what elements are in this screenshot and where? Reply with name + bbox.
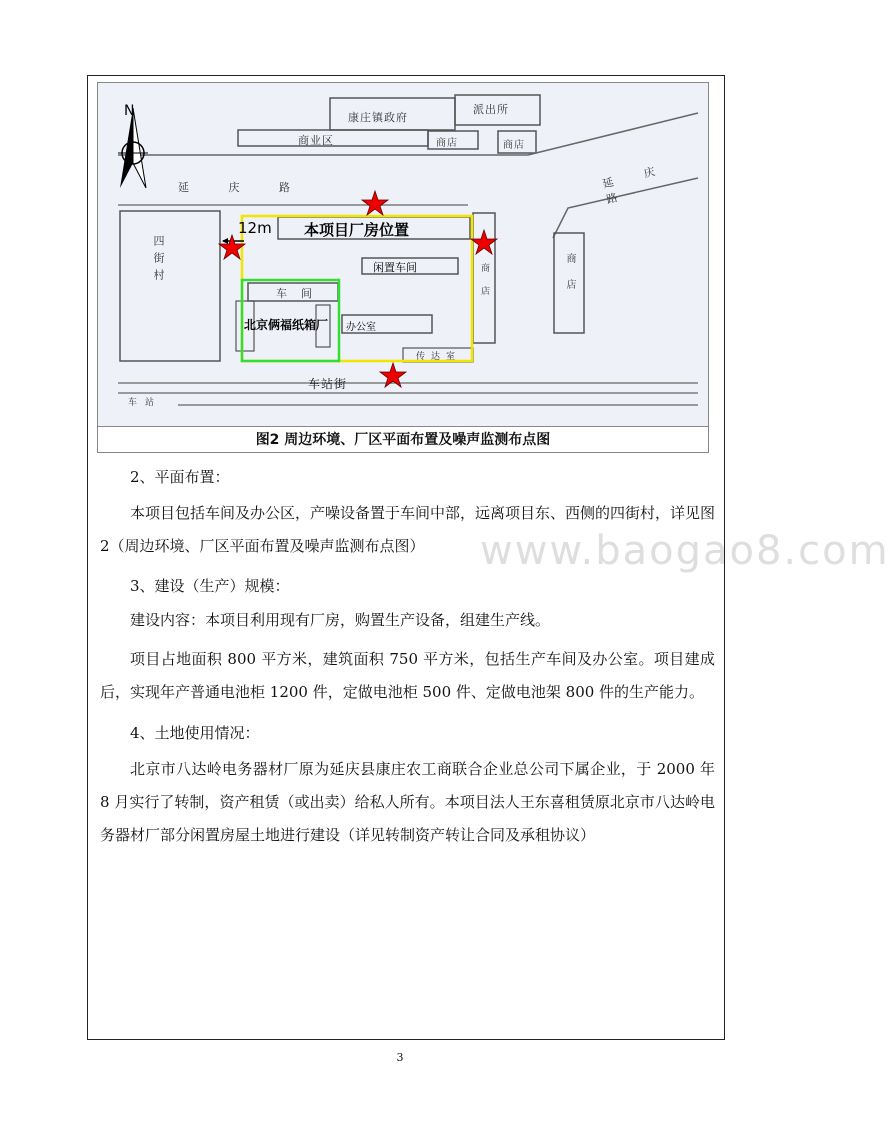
road-right-label: 延 庆 路 <box>601 161 670 207</box>
project-site-label: 本项目厂房位置 <box>304 221 410 239</box>
page-number: 3 <box>396 1051 404 1064</box>
section3-heading: 3、建设（生产）规模： <box>130 577 290 595</box>
section4-body: 北京市八达岭电务器材厂原为延庆县康庄农工商联合企业总公司下属企业，于 2000 年 8 月实行了转制，资产租赁（或出卖）给私人所有。本项目法人王东喜租赁原北京市八达岭电务器材厂部分闲置房屋土地进行建设（详见转制资产转让合同及承租协议） <box>100 760 715 844</box>
road-left-label: 延 庆 路 <box>178 181 308 194</box>
section3-line1: 建设内容：本项目利用现有厂房，购置生产设备，组建生产线。 <box>130 611 551 629</box>
section2-heading: 2、平面布置： <box>130 468 230 486</box>
watermark: www.baogao8.com <box>480 528 890 574</box>
monitor-star-east <box>471 230 497 254</box>
station-street-label: 车站街 <box>308 377 348 391</box>
section3-line2: 项目占地面积 800 平方米，建筑面积 750 平方米，包括生产车间及办公室。项目建成后，实现年产普通电池柜 1200 件，定做电池柜 500 件、定做电池架 800 件的生产能力。 <box>100 650 715 701</box>
distance-label: 12m <box>238 219 272 237</box>
shop-right-small-label: 商店 <box>479 263 489 309</box>
police-label: 派出所 <box>473 103 509 116</box>
workshop-label: 车间 <box>276 287 326 300</box>
sijie-village-label: 四街村 <box>152 235 165 286</box>
north-label: N <box>124 103 135 119</box>
gate-label: 传达室 <box>416 352 462 362</box>
idle-workshop-label: 闲置车间 <box>373 261 417 274</box>
shop2-label: 商店 <box>503 140 525 151</box>
station-label: 车站 <box>128 398 163 408</box>
monitor-star-north <box>362 191 388 215</box>
figure-caption: 图2 周边环境、厂区平面布置及噪声监测布点图 <box>97 427 709 453</box>
town-gov-label: 康庄镇政府 <box>348 111 408 124</box>
shop1-label: 商店 <box>436 138 458 149</box>
business-zone-label: 商业区 <box>298 134 334 147</box>
section2-body: 本项目包括车间及办公区，产噪设备置于车间中部，远离项目东、西侧的四街村，详见图 2（周边环境、厂区平面布置及噪声监测布点图） <box>100 504 716 555</box>
office-label: 办公室 <box>346 322 376 333</box>
site-plan-figure <box>97 82 709 454</box>
site-map <box>97 82 709 427</box>
shop-right-big-label: 商店 <box>564 253 575 305</box>
map-drawing <box>98 83 710 428</box>
box-factory-label: 北京俩福纸箱厂 <box>244 318 329 332</box>
section4-heading: 4、土地使用情况： <box>130 724 260 742</box>
